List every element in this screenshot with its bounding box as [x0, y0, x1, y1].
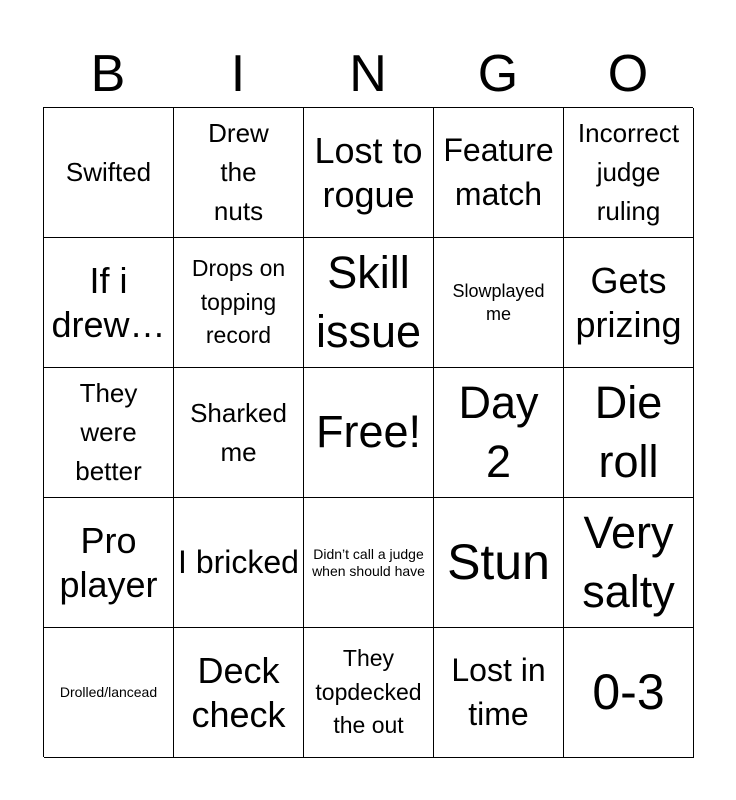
cell-text: Lost to rogue [314, 130, 423, 215]
bingo-cell[interactable] [564, 108, 694, 238]
bingo-cell[interactable] [44, 368, 174, 498]
bingo-cell[interactable] [44, 498, 174, 628]
cell-text: Drops on topping record [191, 255, 286, 349]
cell-text: Skill issue [315, 247, 422, 357]
header-letter-o: O [607, 45, 649, 103]
cell-text: Very salty [582, 507, 675, 617]
bingo-cell[interactable] [44, 628, 174, 758]
bingo-cell[interactable] [174, 628, 304, 758]
cell-text: Swifted [65, 157, 152, 187]
bingo-cell[interactable] [304, 628, 434, 758]
cell-text: If i drew… [51, 260, 166, 345]
cell-text: Stun [447, 534, 550, 590]
cell-text: Sharked me [190, 397, 287, 467]
bingo-board [43, 107, 693, 757]
bingo-cell[interactable] [434, 238, 564, 368]
bingo-header [43, 40, 693, 108]
cell-text: Pro player [59, 520, 158, 605]
bingo-cell[interactable] [174, 498, 304, 628]
bingo-cell[interactable] [434, 628, 564, 758]
cell-text: 0-3 [592, 664, 665, 720]
bingo-cell[interactable] [304, 108, 434, 238]
cell-text: Drolled/lancead [59, 684, 158, 701]
cell-text: I bricked [178, 543, 299, 580]
bingo-cell[interactable] [434, 108, 564, 238]
bingo-cell[interactable] [434, 368, 564, 498]
bingo-cell[interactable] [564, 368, 694, 498]
bingo-cell[interactable] [174, 238, 304, 368]
bingo-cell free-space[interactable] [304, 368, 434, 498]
header-letter-g: G [477, 45, 519, 103]
cell-text: They topdecked the out [315, 645, 422, 739]
bingo-cell[interactable] [564, 628, 694, 758]
cell-text: Didn’t call a judge when should have [312, 545, 425, 579]
bingo-cell[interactable] [434, 498, 564, 628]
bingo-cell[interactable] [564, 238, 694, 368]
header-letter-n: N [349, 45, 387, 103]
cell-text: Lost in time [451, 652, 546, 732]
header-letter-i: I [230, 45, 246, 103]
cell-text: Free! [315, 406, 422, 458]
cell-text: Incorrect judge ruling [577, 118, 680, 226]
cell-text: Day 2 [458, 377, 539, 487]
cell-text: Die roll [594, 377, 663, 487]
cell-text: Deck check [191, 650, 286, 735]
bingo-cell[interactable] [564, 498, 694, 628]
cell-text: They were better [75, 378, 142, 486]
bingo-cell[interactable] [304, 238, 434, 368]
cell-text: Gets prizing [575, 260, 682, 345]
cell-text: Slowplayed me [452, 281, 545, 324]
bingo-cell[interactable] [44, 108, 174, 238]
header-letter-b: B [90, 45, 126, 103]
bingo-cell[interactable] [304, 498, 434, 628]
bingo-cell[interactable] [174, 368, 304, 498]
bingo-cell[interactable] [44, 238, 174, 368]
cell-text: Feature match [443, 132, 554, 212]
bingo-cell[interactable] [174, 108, 304, 238]
cell-text: Drew the nuts [208, 118, 269, 226]
